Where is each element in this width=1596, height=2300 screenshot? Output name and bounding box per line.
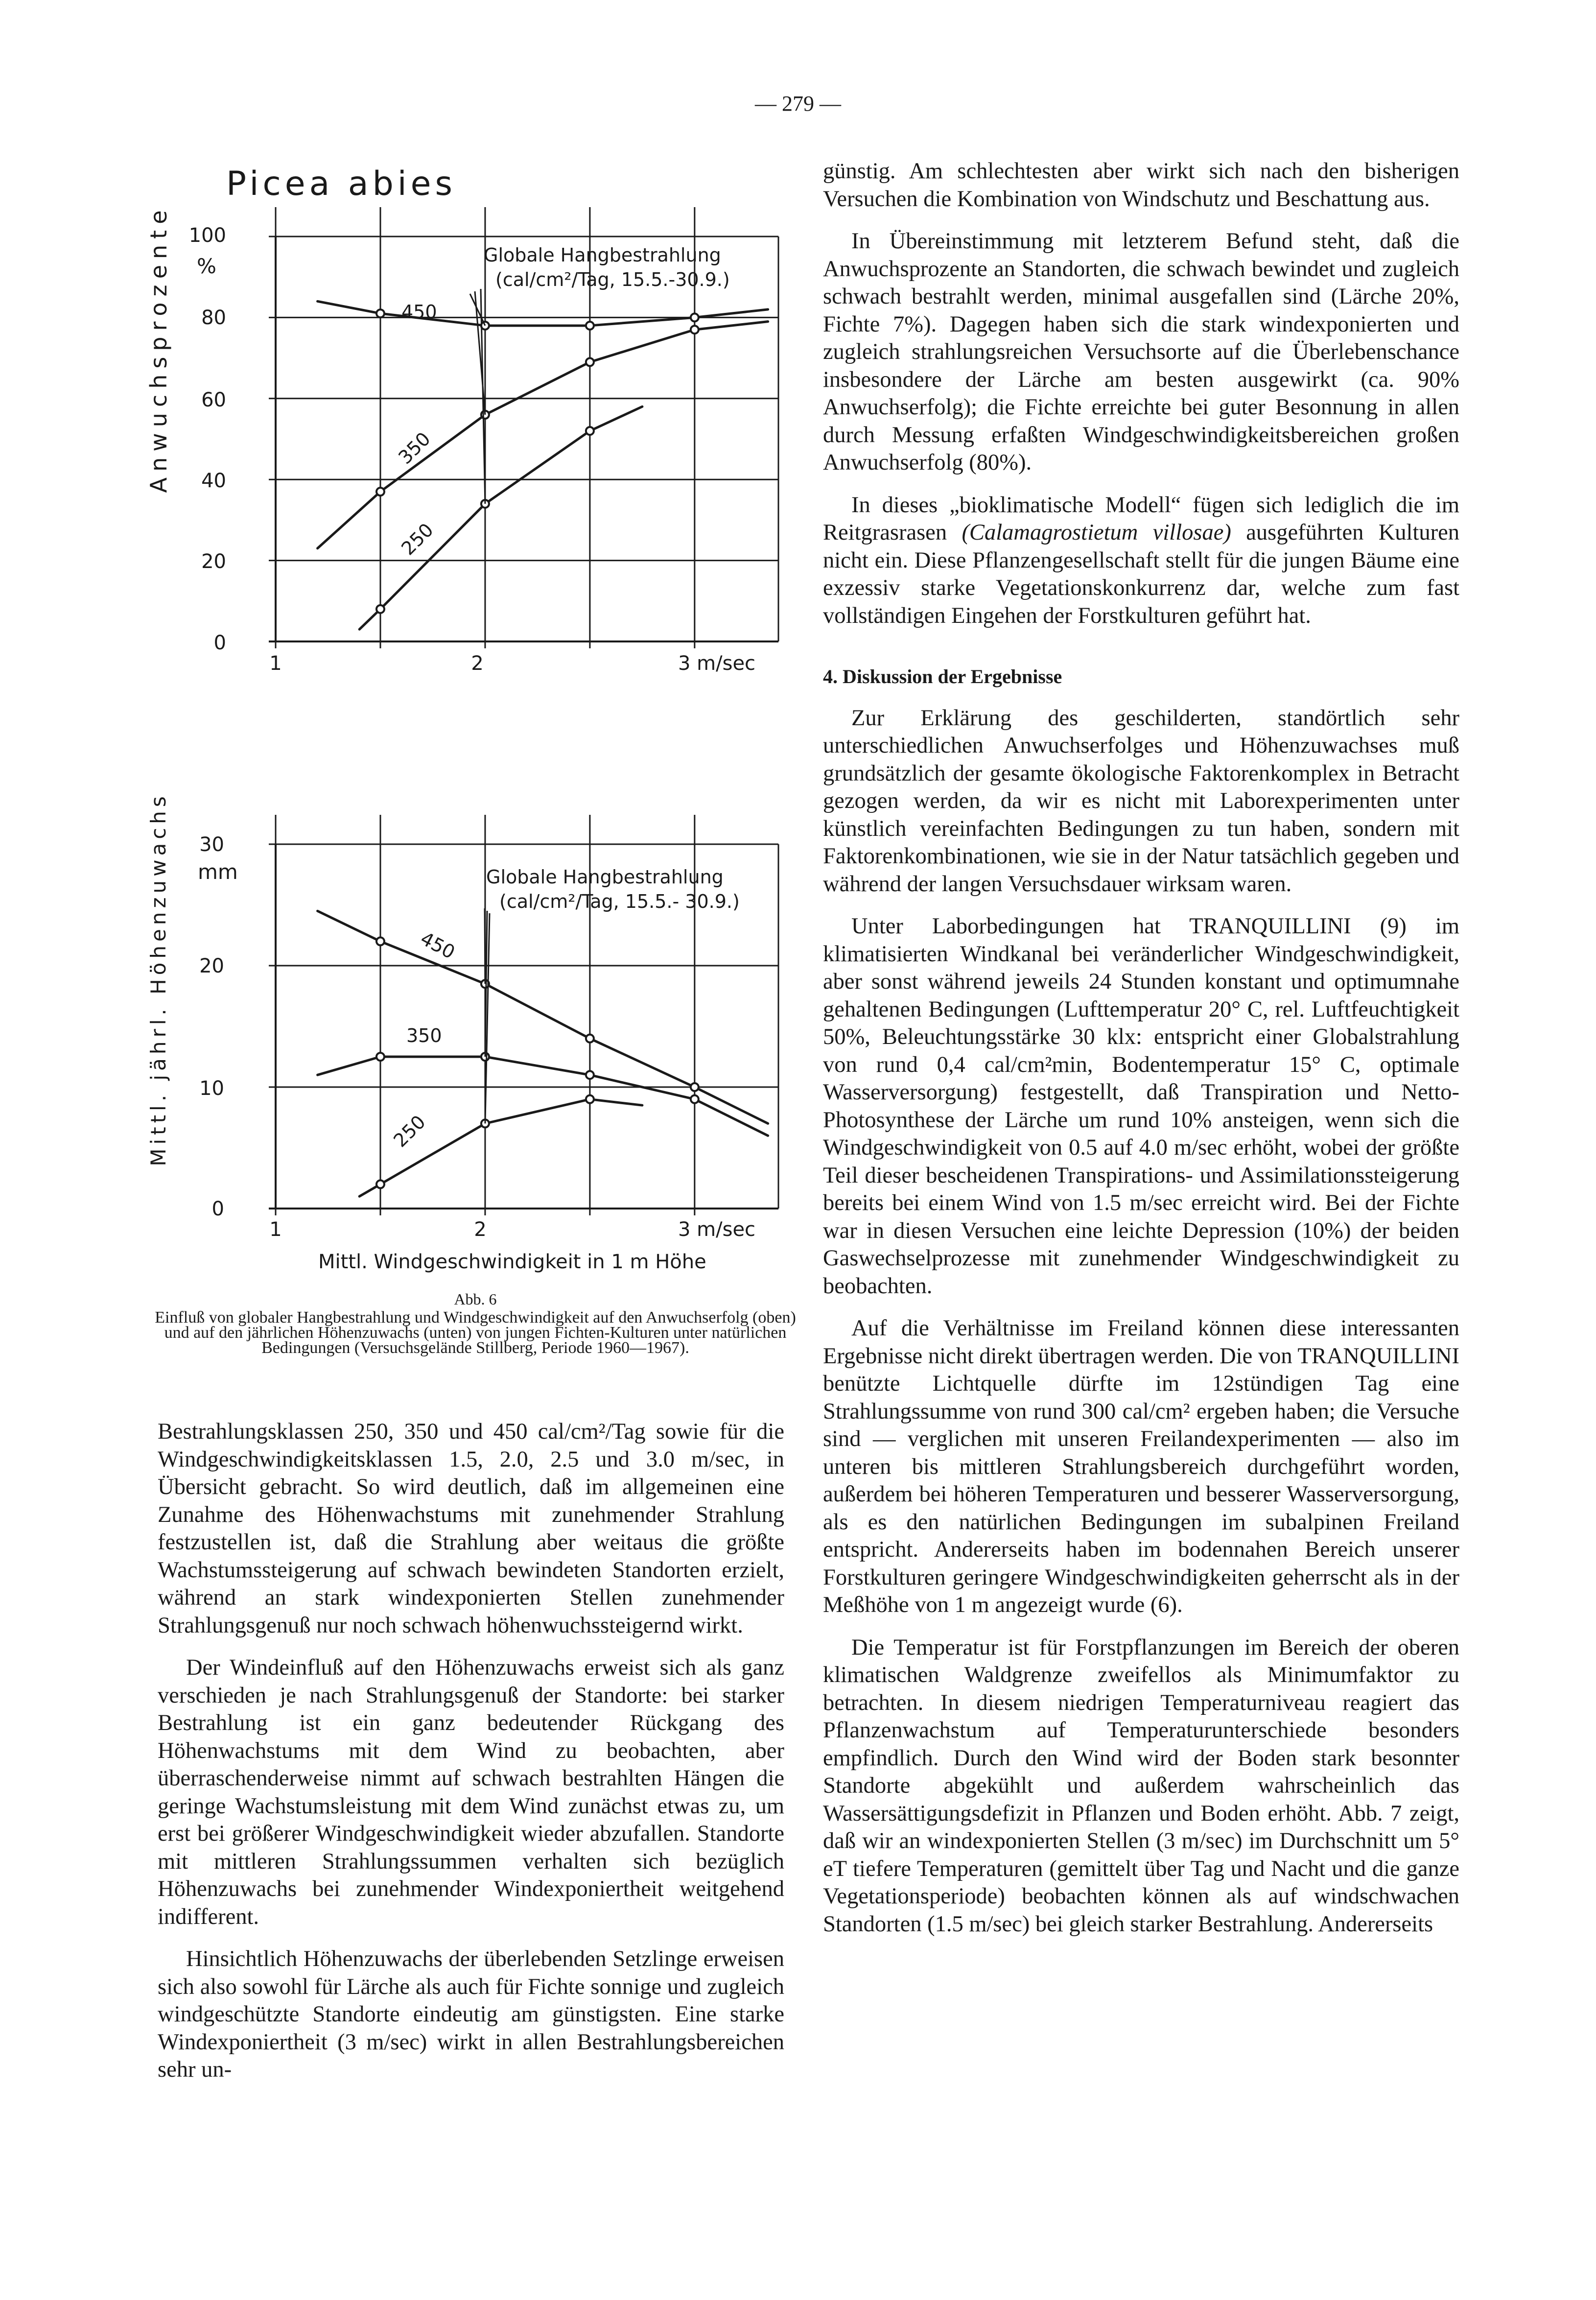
right-paragraph-4: Zur Erklärung des geschilderten, standörtlich sehr unterschiedlichen Anwuchserfolges und Höhenzuwachses muß grundsätzlich der gesamte ökologische Faktorenkomplex in Betracht gezogen werden, da wir es nicht mit Laborexperimenten unter künstlich vereinfachten Bedingungen zu tun haben, sondern mit Faktorenkombinationen, wie sie in der Natur tatsächlich gegeben und während der langen Versuchsdauer wirksam waren. bbox=[823, 705, 1459, 897]
top-ytick-20: 20 bbox=[201, 550, 226, 573]
bottom-series-350-point bbox=[586, 1071, 594, 1079]
top-series-350-point bbox=[376, 488, 384, 496]
right-paragraph-2: In Übereinstimmung mit letzterem Befund steht, daß die Anwuchsprozente an Standorten, die schwach bewindet und zugleich schwach bestrahlt werden, minimal ausgefallen sind (Lärche 20%, Fichte 7%). Dagegen haben sich die stark windexponierten und zugleich strahlungsreichen Versuchsorte auf die Überlebenschance insbesondere der Lärche am besten ausgewirkt (ca. 90% Anwuchserfolg); die Fichte erreichte bei guter Besonnung in allen durch Messung erfaßten Windgeschwindigkeitsbereichen großen Anwuchserfolg (80%). bbox=[823, 229, 1459, 475]
top-series-450-point bbox=[376, 309, 384, 317]
top-xtick-3: 3 m/sec bbox=[678, 652, 756, 675]
figure-title: Picea abies bbox=[226, 165, 456, 203]
right-paragraph-3 bbox=[823, 492, 1459, 630]
right-paragraph-1: günstig. Am schlechtesten aber wirkt sich nach den bisherigen Versuchen die Kombination von Windschutz und Beschattung aus. bbox=[823, 159, 1459, 212]
top-series-450-point bbox=[691, 313, 699, 321]
section-heading: 4. Diskussion der Ergebnisse bbox=[823, 665, 1062, 688]
top-series-250-point bbox=[376, 605, 384, 613]
bottom-xtick-3: 3 m/sec bbox=[678, 1218, 756, 1241]
bottom-ytick-0: 0 bbox=[211, 1198, 224, 1220]
left-column-text bbox=[158, 1418, 784, 2099]
bottom-series-450-point bbox=[691, 1083, 699, 1091]
right-column-text bbox=[823, 158, 1459, 1953]
right-paragraph-7: Die Temperatur ist für Forstpflanzungen im Bereich der oberen klimatischen Waldgrenze zweifellos als Minimumfaktor zu betrachten. In diesem niedrigen Temperaturniveau reagiert das Pflanzenwachstum auf Temperaturunterschiede besonders empfindlich. Durch den Wind wird der Boden stark besonnter Standorte abgekühlt und außerdem wahrscheinlich das Wassersättigungsdefizit in Pflanzen und Boden erhöht. Abb. 7 zeigt, daß wir an windexponierten Stellen (3 m/sec) im Durchschnitt um 5° eT tiefere Temperaturen (gemittelt über Tag und Nacht und die ganze Vegetationsperiode) beobachten können als auf windschwachen Standorten (1.5 m/sec) bei gleich starker Bestrahlung. Andererseits bbox=[823, 1635, 1459, 1937]
bottom-series-350-point bbox=[691, 1095, 699, 1103]
left-paragraph-3: Hinsichtlich Höhenzuwachs der überlebenden Setzlinge erweisen sich also sowohl für Lärche als auch für Fichte sonnige und zugleich windgeschützte Standorte eindeutig am günstigsten. Eine starke Windexponiertheit (3 m/sec) wirkt in allen Bestrahlungsbereichen sehr un- bbox=[158, 1946, 784, 2082]
right-paragraph-3-end: ausgeführten Kulturen nicht ein. Diese Pflanzengesellschaft stellt für die jungen Bäume eine exzessiv starke Vegetationskonkurrenz dar, welche zum fast vollständigen Eingehen der Forstkulturen geführt hat. bbox=[823, 520, 1460, 628]
top-series-label-250: 250 bbox=[397, 519, 438, 560]
bottom-series-250-point bbox=[376, 1180, 384, 1188]
top-series-label-350: 350 bbox=[394, 427, 435, 469]
top-unit: % bbox=[197, 254, 216, 278]
right-paragraph-3-start: In dieses „bioklimatische Modell“ fügen sich lediglich die im Reitgrasrasen bbox=[823, 492, 1459, 545]
bottom-series-450-point bbox=[376, 937, 384, 945]
bottom-ylabel: Mittl. jährl. Höhenzuwachs bbox=[146, 792, 170, 1166]
figure-caption bbox=[150, 1292, 801, 1355]
top-legend-line2: (cal/cm²/Tag, 15.5.-30.9.) bbox=[495, 269, 730, 290]
top-series-350-line bbox=[318, 322, 768, 548]
top-ytick-60: 60 bbox=[201, 389, 226, 411]
figure-abb-6 bbox=[0, 0, 832, 1298]
bottom-xlabel: Mittl. Windgeschwindigkeit in 1 m Höhe bbox=[318, 1251, 706, 1273]
bottom-legend-line1: Globale Hangbestrahlung bbox=[486, 866, 724, 888]
bottom-series-250-point bbox=[586, 1095, 594, 1103]
top-legend-line1: Globale Hangbestrahlung bbox=[484, 244, 721, 266]
right-paragraph-5: Unter Laborbedingungen hat TRANQUILLINI (9) im klimatisierten Windkanal bei veränderlicher Windgeschwindigkeit, aber sonst während jeweils 24 Stunden konstant und optimumnahe gehaltenen Bedingungen (Lufttemperatur 20° C, rel. Luftfeuchtigkeit 50%, Beleuchtungsstärke 30 klx: entspricht einer Globalstrahlung von rund 0,4 cal/cm²min, Bodentemperatur 15° C, optimale Wasserversorgung) festgestellt, daß Transpiration und Netto-Photosynthese der Lärche um rund 10% ansteigen, wenn sich die Windgeschwindigkeit von 0.5 auf 4.0 m/sec erhöht, wobei der größte Teil dieser bescheidenen Transpirations- und Assimilationssteigerung bereits bei einem Wind von 1.5 m/sec erreicht wird. Bei der Fichte war in diesen Versuchen eine leichte Depression (10%) der beiden Gaswechselprozesse mit zunehmender Windgeschwindigkeit zu beobachten. bbox=[823, 914, 1459, 1299]
top-xtick-1: 1 bbox=[269, 652, 282, 675]
page-number: — 279 — bbox=[755, 92, 841, 116]
bottom-xtick-2: 2 bbox=[474, 1218, 487, 1241]
left-paragraph-1: Bestrahlungsklassen 250, 350 und 450 cal/cm²/Tag sowie für die Windgeschwindigkeitsklassen 1.5, 2.0, 2.5 und 3.0 m/sec, in Übersicht gebracht. So wird deutlich, daß im allgemeinen eine Zunahme des Höhenwachstums mit zunehmender Strahlung festzustellen ist, daß die Strahlung aber weitaus die größte Wachstumssteigerung auf schwach bewindeten Standorten erzielt, während an stark windexponierten Stellen zunehmender Strahlungsgenuß nur noch schwach höhenwuchssteigernd wirkt. bbox=[158, 1419, 784, 1638]
bottom-legend-line2: (cal/cm²/Tag, 15.5.- 30.9.) bbox=[499, 891, 740, 912]
top-xtick-2: 2 bbox=[471, 652, 484, 675]
caption-label: Abb. 6 bbox=[454, 1290, 497, 1308]
top-series-250-line bbox=[359, 406, 642, 629]
right-paragraph-6: Auf die Verhältnisse im Freiland können diese interessanten Ergebnisse nicht direkt übertragen werden. Die von TRANQUILLINI benützte Lichtquelle dürfte im 12stündigen Tag eine Strahlungssumme von rund 300 cal/cm² ergeben haben; die Versuche sind — verglichen mit unseren Freilandexperimenten — also im unteren bis mittleren Strahlungsbereich durchgeführt worden, außerdem bei höheren Temperaturen und besserer Wasserversorgung, als es den natürlichen Bedingungen im subalpinen Freiland entspricht. Andererseits haben im bodennahen Bereich unserer Forstkulturen geringere Windgeschwindigkeiten geherrscht als in der Meßhöhe von 1 m angezeigt wurde (6). bbox=[823, 1316, 1459, 1617]
top-series-350-point bbox=[586, 358, 594, 366]
bottom-series-450-point bbox=[586, 1035, 594, 1043]
top-ytick-100: 100 bbox=[188, 224, 226, 247]
bottom-xtick-1: 1 bbox=[269, 1218, 282, 1241]
bottom-series-350-line bbox=[318, 1057, 768, 1136]
top-series-350-point bbox=[691, 326, 699, 333]
bottom-series-450-line bbox=[318, 911, 768, 1123]
top-ytick-0: 0 bbox=[213, 632, 226, 654]
top-series-label-450: 450 bbox=[401, 301, 437, 323]
bottom-ytick-20: 20 bbox=[199, 955, 224, 977]
bottom-unit: mm bbox=[198, 860, 238, 884]
top-ylabel: Anwuchsprozente bbox=[145, 204, 172, 493]
left-paragraph-2: Der Windeinfluß auf den Höhenzuwachs erweist sich als ganz verschieden je nach Strahlungsgenuß der Standorte: bei starker Bestrahlung ist ein ganz bedeutender Rückgang des Höhenwachstums mit dem Wind zu beobachten, aber überraschenderweise nimmt auf schwach bestrahlten Hängen die geringe Wachstumsleistung mit dem Wind zunächst etwas zu, um erst bei größerer Windgeschwindigkeit wieder abzufallen. Standorte mit mittleren Strahlungssummen verhalten sich bezüglich Höhenzuwachs bei zunehmender Windexponiertheit weitgehend indifferent. bbox=[158, 1655, 784, 1929]
bottom-ytick-10: 10 bbox=[199, 1077, 224, 1100]
bottom-ytick-30: 30 bbox=[199, 833, 224, 856]
top-ytick-40: 40 bbox=[201, 470, 226, 492]
bottom-series-350-point bbox=[376, 1053, 384, 1061]
bottom-series-label-350: 350 bbox=[406, 1025, 442, 1046]
bottom-series-label-450: 450 bbox=[417, 927, 459, 963]
caption-text: Einfluß von globaler Hangbestrahlung und Windgeschwindigkeit auf den Anwuchserfolg (oben) und auf den jährlichen Höhenzuwachs (unten) von jungen Fichten-Kulturen unter natürlichen Bedingungen (Versuchsgelände Stillberg, Periode 1960—1967). bbox=[155, 1308, 796, 1357]
top-series-250-point bbox=[586, 427, 594, 435]
top-ytick-80: 80 bbox=[201, 307, 226, 329]
top-series-450-point bbox=[586, 322, 594, 330]
species-name: (Calamagrostietum villosae) bbox=[962, 520, 1231, 545]
bottom-series-label-250: 250 bbox=[389, 1111, 430, 1152]
